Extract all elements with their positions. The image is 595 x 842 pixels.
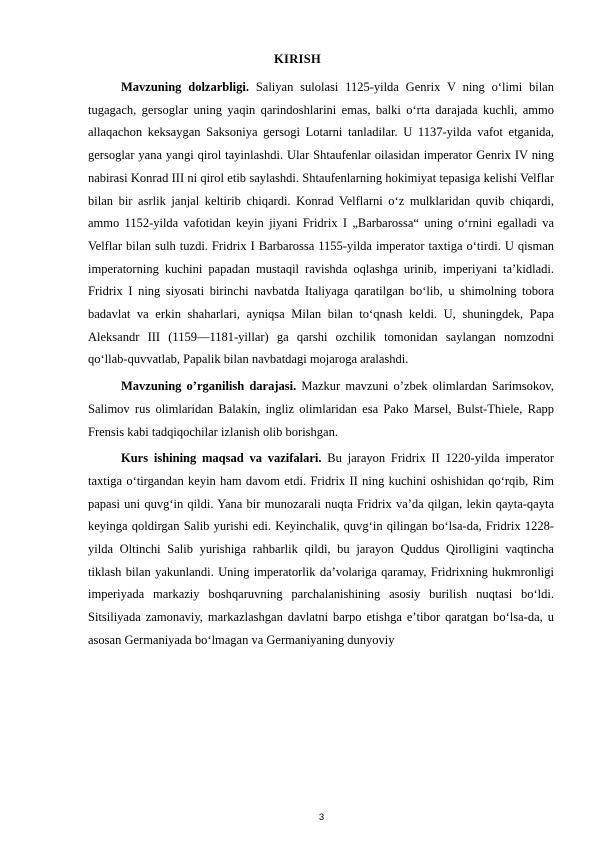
- paragraph-lead: Mavzuning dolzarbligi.: [121, 80, 250, 94]
- paragraph-goals: [88, 447, 554, 651]
- paragraph-lead: Kurs ishining maqsad va vazifalari.: [121, 451, 322, 466]
- paragraph-relevance: [88, 76, 554, 371]
- paragraph-body: Saliyan sulolasi 1125-yilda Genrix V ning oʻlimi bilan tugagach, gersoglar uning yaqin qarindoshlarini emas, balki oʻrta darajada kuchli, ammo allaqachon keksaygan Saksoniya gersogi Lotarni tanladilar. U 1137-yilda vafot etganida, gersoglar yana yangi qirol tayinlashdi. Ular Shtaufenlar oilasidan imperator Genrix IV ning nabirasi Konrad III ni qirol etib saylashdi. Shtaufenlarning hokimiyat tepasiga kelishi Velflar bilan bir asrlik janjal keltirib chiqardi. Konrad Velflarni oʻz mulklaridan quvib chiqardi, ammo 1152-yilda vafotidan keyin jiyani Fridrix I „Barbarossa“ uning oʻrnini egalladi va Velflar bilan sulh tuzdi. Fridrix I Barbarossa 1155-yilda imperator taxtiga oʻtirdi. U qisman imperatorning kuchini papadan mustaqil ravishda oqlashga urinib, imperiyani taʼkidladi. Fridrix I ning siyosati birinchi navbatda Italiyaga qaratilgan boʻlib, u shimolning tobora badavlat va erkin shaharlari, ayniqsa Milan bilan toʻqnash keldi. U, shuningdek, Papa Aleksandr III (1159—1181-yillar) ga qarshi ozchilik tomonidan saylangan nomzodni qoʻllab-quvvatlab, Papalik bilan navbatdagi mojaroga aralashdi.: [88, 80, 554, 367]
- section-title: KIRISH: [274, 52, 321, 66]
- paragraph-study-degree: [88, 375, 554, 443]
- paragraph-body: Bu jarayon Fridrix II 1220-yilda imperator taxtiga oʻtirgandan keyin ham davom etdi. Fridrix II ning kuchini oshishidan qoʻrqib, Rim papasi uni quvgʻin qildi. Yana bir munozarali nuqta Fridrix vaʼda qilgan, lekin qayta-qayta keyinga qoldirgan Salib yurishi edi. Keyinchalik, quvgʻin qilingan boʻlsa-da, Fridrix 1228-yilda Oltinchi Salib yurishiga rahbarlik qildi, bu jarayon Quddus Qirolligini vaqtincha tiklash bilan yakunlandi. Uning imperatorlik daʼvolariga qaramay, Fridrixning hukmronligi imperiyada markaziy boshqaruvning parchalanishining asosiy burilish nuqtasi boʻldi. Sitsiliyada zamonaviy, markazlashgan davlatni barpo etishga eʼtibor qaratgan boʻlsa-da, u asosan Germaniyada boʻlmagan va Germaniyaning dunyoviy: [88, 451, 554, 647]
- body-text: [88, 76, 554, 656]
- paragraph-lead: Mavzuning o’rganilish darajasi.: [121, 379, 297, 394]
- paragraph-body: Mazkur mavzuni o’zbek olimlardan Sarimsokov, Salimov rus olimlaridan Balakin, ingliz olimlaridan esa Pako Marsel, Bulst-Thiele, Rapp Frensis kabi tadqiqochilar izlanish olib borishgan.: [88, 379, 554, 439]
- page-number: 3: [318, 812, 325, 823]
